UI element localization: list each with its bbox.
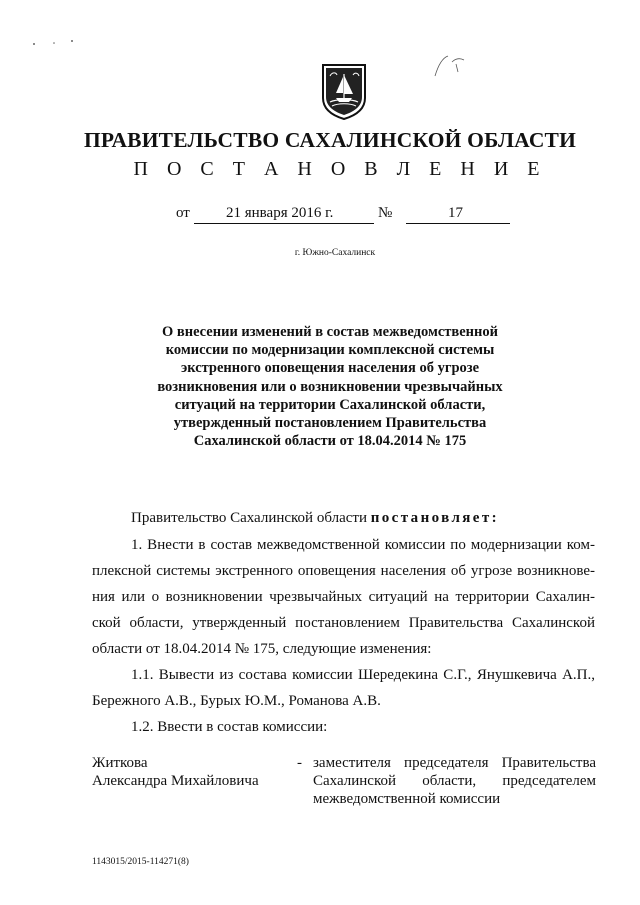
subject-line: экстренного оповещения населения об угрозе xyxy=(180,360,480,377)
item1-line: 1. Внести в состав межведомственной комиссии по модернизации ком- xyxy=(131,537,595,553)
item1-line: области от 18.04.2014 № 175, следующие изменения: xyxy=(92,641,432,657)
government-title: ПРАВИТЕЛЬСТВО САХАЛИНСКОЙ ОБЛАСТИ xyxy=(83,128,577,152)
subject-line: возникновения или о возникновении чрезвычайных xyxy=(157,378,503,395)
member-surname: Житкова xyxy=(92,755,148,771)
coat-of-arms-emblem xyxy=(320,62,368,120)
member-given-names: Александра Михайловича xyxy=(92,773,259,789)
date-underline xyxy=(194,223,374,224)
intro-text: Правительство Сахалинской области xyxy=(131,510,371,526)
intro-verb: постановляет: xyxy=(370,510,500,526)
date-prefix: от xyxy=(176,205,190,221)
number-underline xyxy=(406,223,510,224)
subject-line: Сахалинской области от 18.04.2014 № 175 xyxy=(193,433,467,450)
member-role-line: Сахалинской области, председателем xyxy=(313,773,596,789)
item11-line: 1.1. Вывести из состава комиссии Шередекина С.Г., Янушкевича А.П., xyxy=(131,667,595,683)
decree-subject xyxy=(140,323,520,450)
scan-specks xyxy=(30,36,80,48)
member-role-line: заместителя председателя Правительства xyxy=(313,755,596,771)
intro-paragraph xyxy=(131,510,499,527)
item1-line: плексной системы экстренного оповещения населения об угрозе возникнове- xyxy=(92,563,595,579)
member-dash: - xyxy=(297,755,302,771)
handwritten-mark xyxy=(430,52,470,80)
subject-line: ситуаций на территории Сахалинской области, xyxy=(174,396,486,413)
document-code: 1143015/2015-114271(8) xyxy=(92,857,189,867)
decree-number: 17 xyxy=(448,205,463,221)
subject-line: утвержденный постановлением Правительства xyxy=(173,415,487,432)
subject-line: О внесении изменений в состав межведомственной xyxy=(161,324,498,340)
subject-line: комиссии по модернизации комплексной системы xyxy=(165,342,495,359)
item12-line: 1.2. Ввести в состав комиссии: xyxy=(131,719,328,735)
number-prefix: № xyxy=(378,205,393,221)
item1-line: ской области, утвержденный постановлением Правительства Сахалинской xyxy=(92,615,595,631)
city: г. Южно-Сахалинск xyxy=(294,248,376,258)
decree-date: 21 января 2016 г. xyxy=(226,205,334,221)
member-role-line: межведомственной комиссии xyxy=(313,791,501,807)
item1-line: ния или о возникновении чрезвычайных ситуаций на территории Сахалин- xyxy=(92,589,595,605)
document-type: П О С Т А Н О В Л Е Н И Е xyxy=(133,158,547,180)
item11-line: Бережного А.В., Бурых Ю.М., Романова А.В. xyxy=(92,693,381,709)
